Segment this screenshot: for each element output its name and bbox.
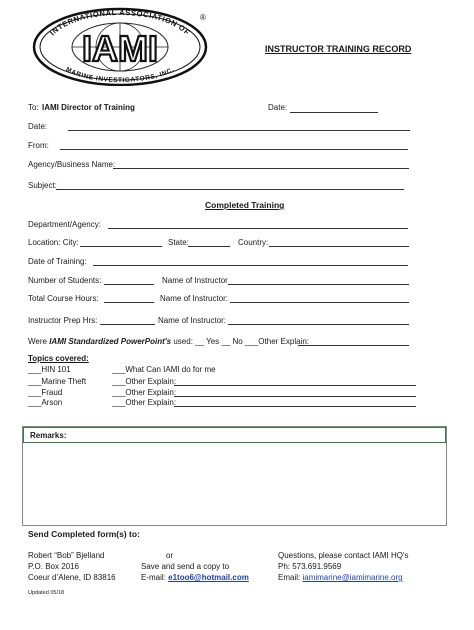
location-city-label: Location: City:: [28, 238, 79, 247]
topic-other-1[interactable]: ___Other Explain:: [112, 377, 177, 386]
agency-field[interactable]: [113, 168, 409, 169]
updated-note: Updated 05/18: [28, 590, 65, 596]
instructor-name-field-3[interactable]: [228, 324, 409, 325]
topic-other-2[interactable]: ___Other Explain:: [112, 388, 177, 397]
topic-arson[interactable]: ___Arson: [28, 398, 63, 407]
instructor-name-label-2: Name of Instructor:: [160, 294, 229, 303]
email-link[interactable]: e1too6@hotmail.com: [168, 573, 249, 582]
questions-text: Questions, please contact IAMI HQ's: [278, 551, 409, 560]
topic-other-3[interactable]: ___Other Explain:: [112, 398, 177, 407]
to-value: IAMI Director of Training: [42, 103, 135, 112]
phone-text: Ph: 573.691.9569: [278, 562, 342, 571]
country-label: Country:: [238, 238, 269, 247]
country-field[interactable]: [269, 246, 409, 247]
logo-arc-top: INTERNATIONAL ASSOCIATION OF: [47, 7, 192, 38]
date-label: Date:: [28, 122, 48, 131]
remarks-box[interactable]: [22, 426, 447, 526]
header-date-field[interactable]: [290, 112, 378, 113]
prep-hrs-label: Instructor Prep Hrs:: [28, 316, 98, 325]
topic-other-3-field[interactable]: [174, 406, 416, 407]
hq-email-link[interactable]: iamimarine@iamimarine.org: [302, 573, 403, 582]
logo-arc-bottom: MARINE INVESTIGATORS, INC.: [64, 66, 176, 85]
instructor-name-label-3: Name of Instructor:: [158, 316, 227, 325]
instructor-name-field-2[interactable]: [230, 302, 409, 303]
email-line: [141, 573, 249, 582]
contact-city: Coeur d’Alene, ID 83816: [28, 573, 116, 582]
send-copy-text: Save and send a copy to: [141, 562, 230, 571]
subject-label: Subject:: [28, 181, 57, 190]
date-of-training-label: Date of Training:: [28, 257, 87, 266]
page-title: INSTRUCTOR TRAINING RECORD: [265, 44, 412, 54]
department-label: Department/Agency:: [28, 220, 101, 229]
date-of-training-field[interactable]: [93, 265, 408, 266]
topic-other-2-field[interactable]: [174, 396, 416, 397]
email-label: E-mail:: [141, 573, 166, 582]
hq-email-line: [278, 573, 403, 582]
date-field[interactable]: [68, 130, 410, 131]
instructor-name-field-1[interactable]: [228, 284, 409, 285]
registered-mark: ®: [200, 13, 206, 22]
logo-mark: IAMI: [82, 28, 158, 69]
num-students-label: Number of Students:: [28, 276, 102, 285]
from-label: From:: [28, 141, 49, 150]
powerpoint-pre: Were: [28, 337, 50, 346]
or-text: or: [166, 551, 174, 560]
city-field[interactable]: [80, 246, 162, 247]
contact-po: P.O. Box 2016: [28, 562, 79, 571]
topics-heading: Topics covered:: [28, 354, 89, 363]
prep-hrs-field[interactable]: [100, 324, 155, 325]
contact-name: Robert “Bob” Bjelland: [28, 551, 105, 560]
powerpoint-post: used: __ Yes __ No ___Other Explain:: [171, 337, 309, 346]
state-field[interactable]: [188, 246, 230, 247]
powerpoint-question: [28, 337, 309, 346]
total-hours-label: Total Course Hours:: [28, 294, 99, 303]
hq-email-label: Email:: [278, 573, 301, 582]
send-heading: Send Completed form(s) to:: [28, 529, 140, 539]
from-field[interactable]: [60, 149, 408, 150]
subject-field[interactable]: [56, 189, 404, 190]
powerpoint-emphasis: IAMI Standardized PowerPoint's: [49, 337, 172, 346]
total-hours-field[interactable]: [104, 302, 154, 303]
to-label: To:: [28, 103, 39, 112]
instructor-name-label-1: Name of Instructor: [162, 276, 228, 285]
remarks-label: Remarks:: [30, 431, 67, 440]
section-title: Completed Training: [205, 200, 285, 210]
remarks-header: [23, 427, 446, 443]
powerpoint-explain-field[interactable]: [298, 345, 409, 346]
header-date-label: Date:: [268, 103, 288, 112]
agency-label: Agency/Business Name:: [28, 160, 116, 169]
topic-other-1-field[interactable]: [174, 385, 416, 386]
num-students-field[interactable]: [104, 284, 154, 285]
iami-logo: [32, 6, 208, 86]
department-field[interactable]: [108, 228, 408, 229]
state-label: State:: [168, 238, 189, 247]
topic-marine-theft[interactable]: ___Marine Theft: [28, 377, 87, 386]
topic-what-can-iami[interactable]: ___What Can IAMI do for me: [112, 365, 216, 374]
topic-hin-101[interactable]: ___HIN 101: [28, 365, 71, 374]
topic-fraud[interactable]: ___Fraud: [28, 388, 63, 397]
